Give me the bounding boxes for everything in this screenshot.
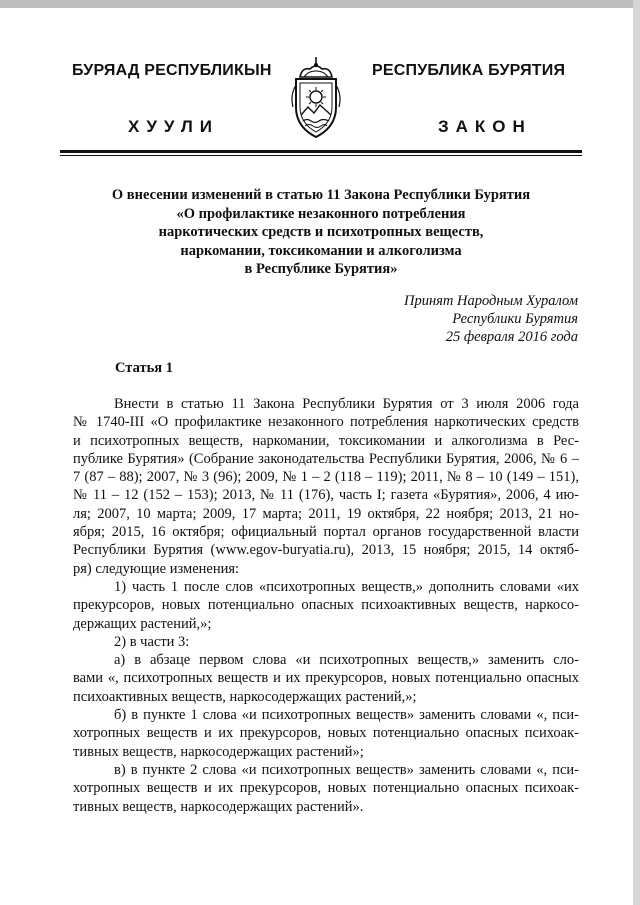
body-line: 1) часть 1 после слов «психотропных веществ,» дополнить словами «их bbox=[114, 578, 579, 595]
body-line: держащих растений,»; bbox=[73, 615, 212, 632]
title-line: в Республике Бурятия» bbox=[244, 261, 398, 277]
body-line: прекурсоров, новых потенциально опасных психоактивных веществ, наркосо- bbox=[73, 597, 579, 614]
header-left-word: ХУУЛИ bbox=[128, 117, 219, 136]
title-line: О внесении изменений в статью 11 Закона Республики Бурятия bbox=[111, 187, 531, 203]
body-line: ля; 2007, 10 марта; 2009, 17 марта; 2011, 19 октября, 22 ноября; 2013, 21 но- bbox=[73, 505, 579, 522]
page-top-edge bbox=[0, 0, 640, 8]
body-line: публике Бурятия» (Собрание законодательства Республики Бурятия, 2006, № 6 – bbox=[73, 450, 579, 467]
article-body bbox=[73, 395, 579, 816]
page-right-edge bbox=[633, 0, 640, 905]
title-line: наркотических средств и психотропных веществ, bbox=[158, 224, 484, 240]
body-line: хотропных веществ и их прекурсоров, новых потенциально опасных психоак- bbox=[73, 780, 579, 797]
coat-of-arms-icon bbox=[288, 55, 344, 141]
body-line: тивных веществ, наркосодержащих растений»; bbox=[73, 743, 364, 760]
header-right-title: РЕСПУБЛИКА БУРЯТИЯ bbox=[372, 62, 566, 79]
header-left-title: БУРЯАД РЕСПУБЛИКЫН bbox=[72, 62, 272, 79]
body-line: хотропных веществ и их прекурсоров, новых потенциально опасных психоак- bbox=[73, 725, 579, 742]
body-line: ября; 2015, 16 октября; официальный портал органов государственной власти bbox=[73, 524, 579, 541]
body-line: психоактивных веществ, наркосодержащих растений,»; bbox=[73, 688, 417, 705]
body-line: 7 (87 – 88); 2007, № 3 (96); 2009, № 1 – 2 (118 – 119); 2011, № 8 – 10 (149 – 151), bbox=[73, 469, 579, 486]
adoption-line: Принят Народным Хуралом bbox=[403, 293, 578, 309]
header-divider-thin bbox=[60, 155, 582, 156]
adoption-line: Республики Бурятия bbox=[452, 311, 578, 327]
body-line: № 11 – 12 (152 – 153); 2013, № 11 (176), часть I; газета «Бурятия», 2006, 4 ию- bbox=[73, 487, 579, 504]
title-line: «О профилактике незаконного потребления bbox=[176, 205, 466, 222]
law-title bbox=[60, 186, 582, 279]
article-heading: Статья 1 bbox=[115, 360, 173, 376]
body-line: № 1740-III «О профилактике незаконного потребления наркотических средств bbox=[73, 414, 579, 431]
adoption-note bbox=[300, 292, 578, 346]
header-divider-thick bbox=[60, 150, 582, 153]
body-line: в) в пункте 2 слова «и психотропных веществ» заменить словами «, пси- bbox=[114, 761, 579, 778]
body-line: вами «, психотропных веществ и их прекурсоров, новых потенциально опасных bbox=[73, 670, 579, 687]
body-line: тивных веществ, наркосодержащих растений». bbox=[73, 798, 364, 815]
title-line: наркомании, токсикомании и алкоголизма bbox=[180, 242, 462, 259]
header-right-word: ЗАКОН bbox=[438, 117, 532, 136]
body-line: б) в пункте 1 слова «и психотропных веществ» заменить словами «, пси- bbox=[114, 707, 579, 724]
adoption-line: 25 февраля 2016 года bbox=[445, 329, 578, 345]
body-line: Внести в статью 11 Закона Республики Бурятия от 3 июля 2006 года bbox=[114, 396, 579, 412]
body-line: ря) следующие изменения: bbox=[73, 560, 240, 577]
body-line: и психотропных веществ, наркомании, токсикомании и алкоголизма в Рес- bbox=[73, 432, 579, 449]
body-line: Республики Бурятия (www.egov-buryatia.ru), 2013, 15 ноября; 2015, 14 октяб- bbox=[73, 542, 579, 559]
body-line: 2) в части 3: bbox=[114, 633, 190, 650]
body-line: а) в абзаце первом слова «и психотропных веществ,» заменить сло- bbox=[114, 652, 579, 669]
